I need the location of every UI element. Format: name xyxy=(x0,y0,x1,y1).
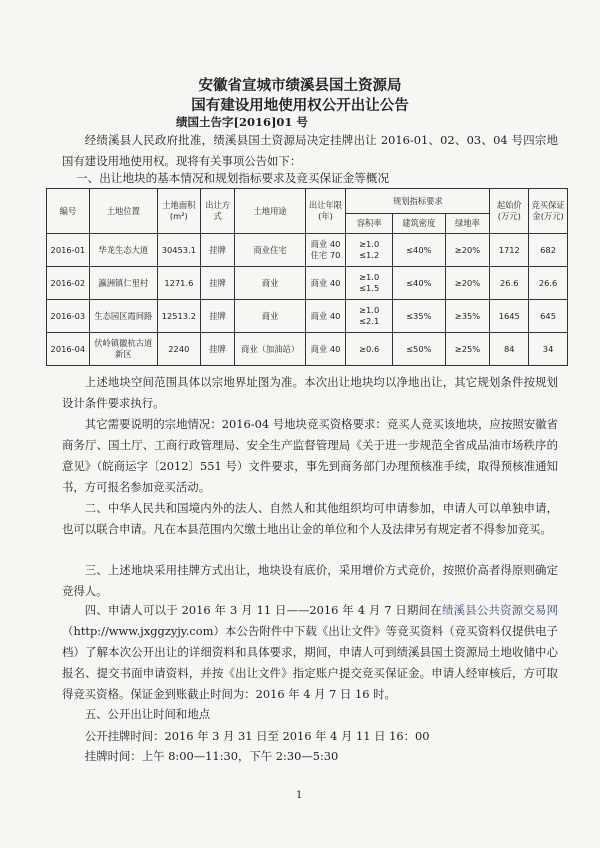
header-code: 编号 xyxy=(47,189,90,234)
cell-method: 挂牌 xyxy=(200,333,235,366)
cell-term: 商业 40 xyxy=(305,300,346,333)
cell-location: 瀛洲镇仁里村 xyxy=(89,267,157,300)
section4-lead: 四、申请人可以于 2016 年 3 月 11 日——2016 年 4 月 7 日期间在 xyxy=(84,603,442,617)
cell-density: ≤50% xyxy=(392,333,445,366)
cell-start-price: 1645 xyxy=(490,300,529,333)
cell-location: 生态园区霞间路 xyxy=(89,300,157,333)
table-row xyxy=(47,234,568,267)
para-other-conditions: 其它需要说明的宗地情况：2016-04 号地块竞买资格要求：竞买人竞买该地块，应按照安徽省商务厅、国土厅、工商行政管理局、安全生产监督管理局《关于进一步规范全省成品油市场秩序的意见》（皖商运字〔2012〕551 号）文件要求，事先到商务部门办理预核准手续，取得预核准通知书，方可报名参加竞买活动。 xyxy=(62,417,558,494)
cell-start-price: 26.6 xyxy=(490,267,529,300)
cell-term: 商业 40 xyxy=(305,267,346,300)
section3-paragraph: 三、上述地块采用挂牌方式出让，地块设有底价，采用增价方式竞价，按照价高者得原则确定竞得人。 xyxy=(62,563,558,598)
cell-green: ≥25% xyxy=(445,333,490,366)
header-start-price: 起始价(万元) xyxy=(490,189,529,234)
cell-far: ≥1.0 ≤1.5 xyxy=(346,267,393,300)
cell-density: ≤40% xyxy=(392,267,445,300)
header-use: 土地用途 xyxy=(235,189,305,234)
header-density: 建筑密度 xyxy=(392,214,445,234)
listing-period: 公开挂牌时间：2016 年 3 月 31 日至 2016 年 4 月 11 日 16：00 xyxy=(84,729,430,743)
document-title-line2: 国有建设用地使用权公开出让公告 xyxy=(191,97,409,114)
cell-area: 1271.6 xyxy=(157,267,200,300)
cell-density: ≤35% xyxy=(392,300,445,333)
header-far: 容积率 xyxy=(346,214,393,234)
header-green: 绿地率 xyxy=(445,214,490,234)
cell-area: 2240 xyxy=(157,333,200,366)
cell-green: ≥35% xyxy=(445,300,490,333)
cell-method: 挂牌 xyxy=(200,300,235,333)
cell-location: 华龙生态大道 xyxy=(89,234,157,267)
section4-body: 本公告附件中下载《出让文件》等竞买资料（竞买资料仅提供电子档）了解本次公开出让的详细资料和具体要求，期间，申请人可到绩溪县国土资源局土地收储中心报名、提交书面申请资料，并按《出让文件》指定账户提交竞买保证金。申请人经审核后，方可取得竞买资格。保证金到账截止时间为：2016 年 4 月 7 日 16 时。 xyxy=(62,624,558,701)
cell-method: 挂牌 xyxy=(200,234,235,267)
cell-code: 2016-01 xyxy=(47,234,90,267)
header-term: 出让年限(年) xyxy=(305,189,346,234)
cell-area: 12513.2 xyxy=(157,300,200,333)
cell-far: ≥0.6 xyxy=(346,333,393,366)
cell-green: ≥20% xyxy=(445,234,490,267)
cell-code: 2016-03 xyxy=(47,300,90,333)
cell-term: 商业 40 住宅 70 xyxy=(305,234,346,267)
section1-title: 一、出让地块的基本情况和规划指标要求及竞买保证金等概况 xyxy=(76,171,390,185)
trading-site-link[interactable]: （http://www.jxggzyjy.com） xyxy=(62,624,225,638)
cell-start-price: 84 xyxy=(490,333,529,366)
header-planning: 规划指标要求 xyxy=(346,189,490,214)
section4-paragraph xyxy=(62,600,558,705)
document-number: 绩国土告字[2016]01 号 xyxy=(176,115,308,129)
page-number: 1 xyxy=(296,790,303,801)
cell-code: 2016-02 xyxy=(47,267,90,300)
cell-use: 商业 xyxy=(235,300,305,333)
cell-deposit: 645 xyxy=(529,300,568,333)
cell-use: 商业 xyxy=(235,267,305,300)
cell-location: 伏岭镇徽杭古道新区 xyxy=(89,333,157,366)
cell-method: 挂牌 xyxy=(200,267,235,300)
cell-density: ≤40% xyxy=(392,234,445,267)
header-area: 土地面积(m²) xyxy=(157,189,200,234)
cell-far: ≥1.0 ≤1.2 xyxy=(346,234,393,267)
header-deposit: 竞买保证金(万元) xyxy=(529,189,568,234)
cell-area: 30453.1 xyxy=(157,234,200,267)
section5-title: 五、公开出让时间和地点 xyxy=(84,707,211,721)
document-title-line1: 安徽省宣城市绩溪县国土资源局 xyxy=(198,77,402,94)
cell-far: ≥1.0 ≤2.1 xyxy=(346,300,393,333)
table-row xyxy=(47,300,568,333)
cell-deposit: 26.6 xyxy=(529,267,568,300)
table-row xyxy=(47,267,568,300)
table-row xyxy=(47,333,568,366)
cell-use: 商业（加油站） xyxy=(235,333,305,366)
cell-deposit: 682 xyxy=(529,234,568,267)
listing-hours: 挂牌时间：上午 8:00—11:30，下午 2:30—5:30 xyxy=(84,749,339,763)
cell-green: ≥20% xyxy=(445,267,490,300)
header-method: 出让方式 xyxy=(200,189,235,234)
trading-site-name: 绩溪县公共资源交易网 xyxy=(441,603,558,617)
cell-term: 商业 40 xyxy=(305,333,346,366)
cell-use: 商业住宅 xyxy=(235,234,305,267)
parcel-table xyxy=(46,188,568,366)
section2-paragraph: 二、中华人民共和国境内外的法人、自然人和其他组织均可申请参加，申请人可以单独申请，也可以联合申请。凡在本县范围内欠缴土地出让金的单位和个人及法律另有规定者不得参加竞买。 xyxy=(62,501,558,536)
intro-paragraph: 经绩溪县人民政府批准，绩溪县国土资源局决定挂牌出让 2016-01、02、03、04 号四宗地国有建设用地使用权。现将有关事项公告如下： xyxy=(62,133,558,168)
cell-deposit: 34 xyxy=(529,333,568,366)
cell-code: 2016-04 xyxy=(47,333,90,366)
cell-start-price: 1712 xyxy=(490,234,529,267)
para-after-table: 上述地块空间范围具体以宗地界址图为准。本次出让地块均以净地出让，其它规划条件按规划设计条件要求执行。 xyxy=(62,375,558,410)
header-location: 土地位置 xyxy=(89,189,157,234)
